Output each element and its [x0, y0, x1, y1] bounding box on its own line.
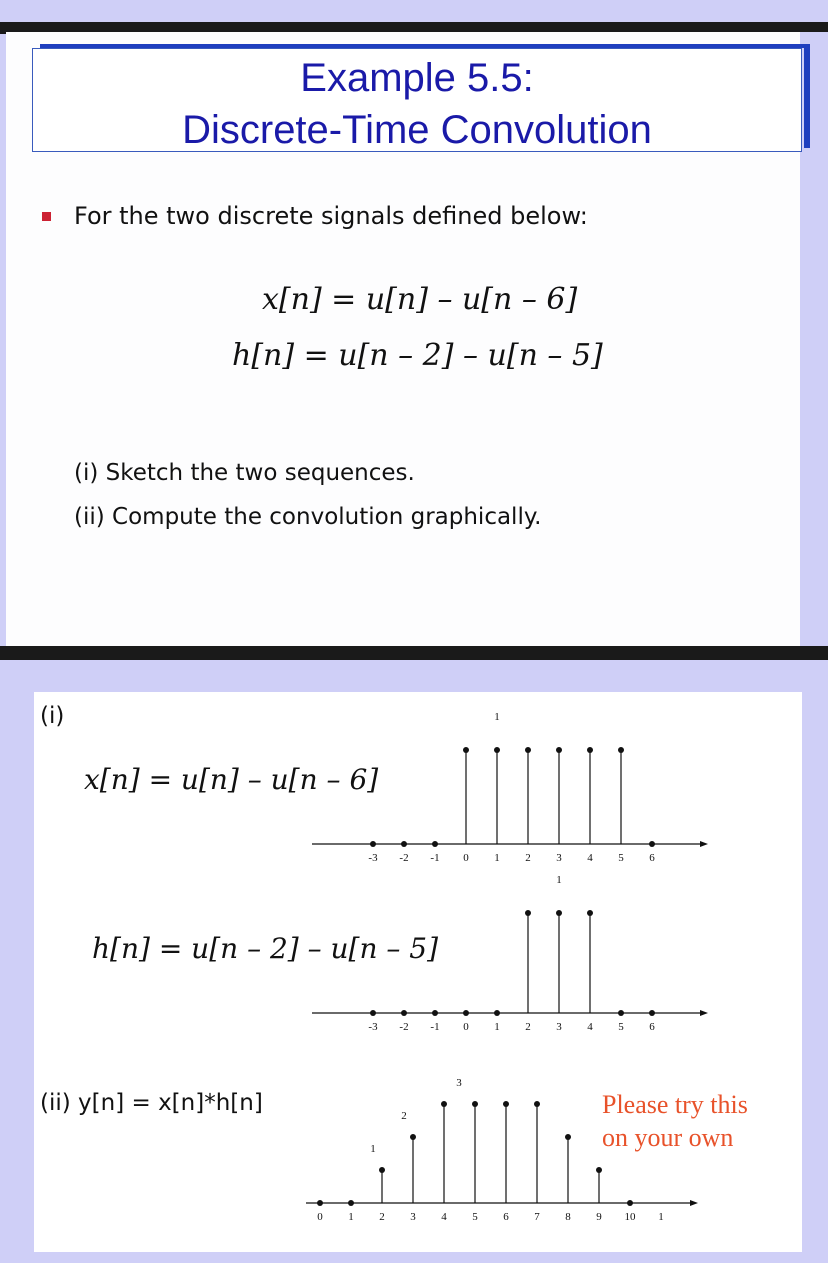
- tick-label-y-4: 4: [441, 1211, 447, 1223]
- equation-x: x[n] = u[n] – u[n – 6]: [262, 282, 578, 317]
- stem-dot-y-8: [565, 1134, 571, 1140]
- value-label-y-1: 1: [370, 1143, 376, 1155]
- tick-label-x-2: -1: [430, 852, 440, 864]
- stem-dot-y-6: [503, 1101, 509, 1107]
- tick-label-y-9: 9: [596, 1211, 602, 1223]
- tick-label-y-6: 6: [503, 1211, 509, 1223]
- axis-arrow-x: [700, 841, 708, 847]
- tick-label-x-1: -2: [399, 852, 409, 864]
- stem-dot-y-9: [596, 1167, 602, 1173]
- tick-label-y-2: 2: [379, 1211, 385, 1223]
- stem-dot-y-3: [410, 1134, 416, 1140]
- note-line-2: on your own: [602, 1123, 734, 1152]
- value-label-x: 1: [494, 711, 500, 723]
- stem-dot-x-5: [618, 747, 624, 753]
- tick-label-y-10: 10: [624, 1211, 636, 1223]
- equation-h: h[n] = u[n – 2] – u[n – 5]: [232, 338, 603, 373]
- tick-label-x-0: -3: [368, 852, 378, 864]
- tick-label-h-3: 0: [463, 1021, 469, 1033]
- stem-dot-y-0: [317, 1200, 323, 1206]
- plot-equation-x: x[n] = u[n] – u[n – 6]: [84, 763, 379, 796]
- tick-label-x-3: 0: [463, 852, 469, 864]
- tick-label-x-4: 1: [494, 852, 500, 864]
- stem-dot-h-6: [649, 1010, 655, 1016]
- value-label-h: 1: [556, 874, 562, 886]
- stem-dot-h-4: [587, 910, 593, 916]
- tick-label-x-7: 4: [587, 852, 593, 864]
- tick-label-y-11: 1: [658, 1211, 664, 1223]
- title-line-1: Example 5.5:: [300, 56, 534, 100]
- tick-label-y-3: 3: [410, 1211, 416, 1223]
- stem-dot-h--2: [401, 1010, 407, 1016]
- tick-label-x-9: 6: [649, 852, 655, 864]
- tick-label-h-9: 6: [649, 1021, 655, 1033]
- bullet-text: For the two discrete signals defined below:: [74, 202, 588, 230]
- tick-label-y-5: 5: [472, 1211, 478, 1223]
- stem-dot-h-0: [463, 1010, 469, 1016]
- tick-label-y-0: 0: [317, 1211, 323, 1223]
- tick-label-h-4: 1: [494, 1021, 500, 1033]
- step-1: (i) Sketch the two sequences.: [74, 460, 415, 486]
- axis-arrow-y: [690, 1200, 698, 1206]
- stem-dot-x--1: [432, 841, 438, 847]
- tick-label-h-2: -1: [430, 1021, 440, 1033]
- stem-dot-h-2: [525, 910, 531, 916]
- tick-label-x-6: 3: [556, 852, 562, 864]
- stem-dot-x-6: [649, 841, 655, 847]
- stem-dot-h-1: [494, 1010, 500, 1016]
- stem-dot-h-3: [556, 910, 562, 916]
- tick-label-y-8: 8: [565, 1211, 571, 1223]
- tick-label-h-7: 4: [587, 1021, 593, 1033]
- stem-dot-x-3: [556, 747, 562, 753]
- part-i-label: (i): [40, 703, 65, 729]
- stem-dot-x-0: [463, 747, 469, 753]
- stem-dot-h--1: [432, 1010, 438, 1016]
- stem-dot-x-1: [494, 747, 500, 753]
- tick-label-x-5: 2: [525, 852, 531, 864]
- stem-dot-y-5: [472, 1101, 478, 1107]
- tick-label-h-6: 3: [556, 1021, 562, 1033]
- stem-dot-y-7: [534, 1101, 540, 1107]
- plot-equation-h: h[n] = u[n – 2] – u[n – 5]: [92, 932, 439, 965]
- step-2: (ii) Compute the convolution graphically.: [74, 504, 542, 530]
- stem-dot-x-2: [525, 747, 531, 753]
- axis-arrow-h: [700, 1010, 708, 1016]
- tick-label-h-0: -3: [368, 1021, 378, 1033]
- tick-label-x-8: 5: [618, 852, 624, 864]
- stem-dot-y-10: [627, 1200, 633, 1206]
- value-label-y-2: 2: [401, 1110, 407, 1122]
- tick-label-h-8: 5: [618, 1021, 624, 1033]
- stem-dot-x-4: [587, 747, 593, 753]
- stem-dot-h--3: [370, 1010, 376, 1016]
- stem-dot-y-2: [379, 1167, 385, 1173]
- stem-dot-x--2: [401, 841, 407, 847]
- value-label-y-3: 3: [456, 1077, 462, 1089]
- tick-label-y-7: 7: [534, 1211, 540, 1223]
- stem-dot-y-4: [441, 1101, 447, 1107]
- title-line-2: Discrete-Time Convolution: [182, 108, 652, 152]
- tick-label-h-1: -2: [399, 1021, 409, 1033]
- tick-label-y-1: 1: [348, 1211, 354, 1223]
- note-line-1: Please try this: [602, 1090, 748, 1119]
- part-ii-label: (ii) y[n] = x[n]*h[n]: [40, 1090, 263, 1116]
- stem-dot-y-1: [348, 1200, 354, 1206]
- stem-dot-h-5: [618, 1010, 624, 1016]
- stem-dot-x--3: [370, 841, 376, 847]
- tick-label-h-5: 2: [525, 1021, 531, 1033]
